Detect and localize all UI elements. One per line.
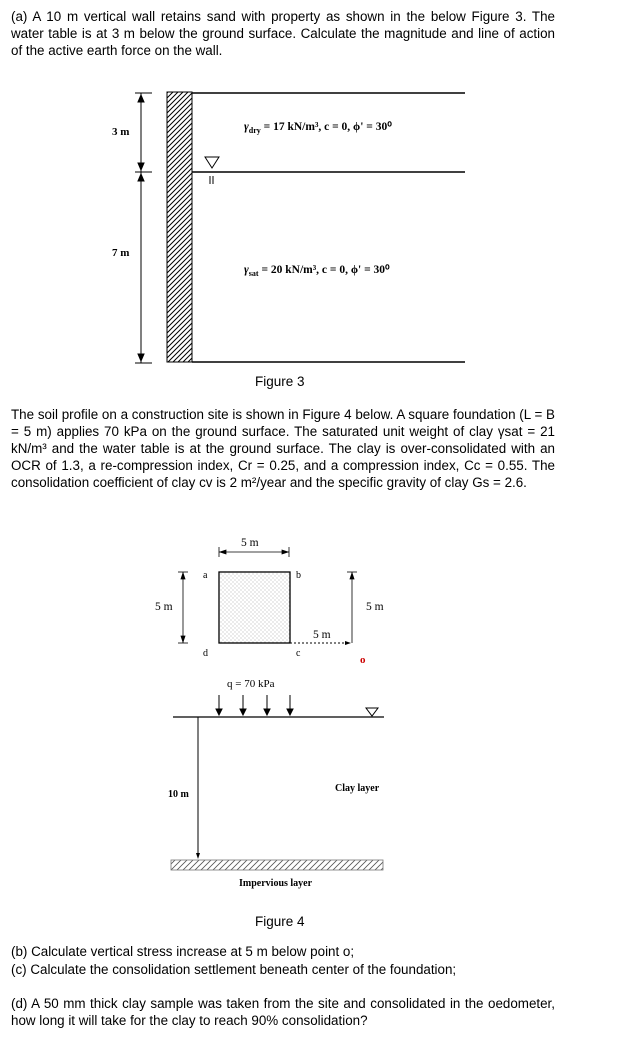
load-label: q = 70 kPa: [227, 678, 275, 690]
gamma-symbol: γ: [244, 121, 249, 133]
dim-3m-label: 3 m: [112, 126, 130, 138]
offset-arrowhead: [345, 641, 351, 645]
depth-label: 10 m: [168, 789, 189, 800]
depth-arrowhead: [196, 853, 200, 859]
layer2-values: = 20 kN/m³, c = 0, ϕ' = 30⁰: [258, 264, 390, 276]
width-label: 5 m: [241, 537, 259, 549]
layer1-properties: [244, 120, 392, 135]
left-dimension: [178, 572, 188, 643]
dim-7m-label: 7 m: [112, 247, 130, 259]
left-side-label: 5 m: [155, 601, 173, 613]
corner-d: d: [203, 648, 208, 659]
figure3-caption: Figure 3: [255, 374, 305, 389]
impervious-layer: [171, 860, 383, 870]
gamma-dry-sub: dry: [248, 126, 261, 135]
impervious-layer-label: Impervious layer: [239, 878, 313, 889]
clay-layer-label: Clay layer: [335, 783, 380, 794]
question-b-intro: The soil profile on a construction site is shown in Figure 4 below. A square foundation (L = B = 5 m) applies 70 kPa on the ground surface. The saturated unit weight of clay γsat = 21 kN/m³ and the water table is at the ground surface. The clay is over-consolidated with an OCR of 1.3, a re-compression index, Cr = 0.25, and a compression index, Cc = 0.55. The consolidation coefficient of clay cv is 2 m²/year and the specific gravity of clay Gs = 2.6.: [11, 407, 555, 490]
retaining-wall: [167, 92, 192, 362]
layer1-values: = 17 kN/m³, c = 0, ϕ' = 30⁰: [260, 121, 392, 133]
figure4-caption: Figure 4: [255, 914, 305, 929]
layer2-properties: [244, 263, 390, 278]
right-side-label: 5 m: [366, 601, 384, 613]
foundation-plan: [219, 572, 290, 643]
figure-3: [0, 80, 638, 450]
offset-label: 5 m: [313, 629, 331, 641]
gamma-sat-sub: sat: [248, 269, 259, 278]
corner-c: c: [296, 648, 301, 659]
question-d: (d) A 50 mm thick clay sample was taken from the site and consolidated in the oedometer, how long it will take for the clay to reach 90% consolidation?: [11, 996, 555, 1028]
water-table-icon: [366, 708, 378, 716]
corner-a: a: [203, 570, 208, 581]
point-o-label: o: [360, 654, 366, 666]
question-c: (c) Calculate the consolidation settlement beneath center of the foundation;: [11, 962, 457, 977]
figure-4: [0, 525, 638, 935]
right-dimension: [347, 572, 357, 643]
water-table-icon: [205, 157, 219, 184]
question-a: (a) A 10 m vertical wall retains sand with property as shown in the below Figure 3. The water table is at 3 m below the ground surface. Calculate the magnitude and line of action of the active earth force on the wall.: [11, 9, 555, 58]
gamma-symbol: γ: [244, 264, 249, 276]
corner-b: b: [296, 570, 301, 581]
question-b: (b) Calculate vertical stress increase at 5 m below point o;: [11, 944, 355, 959]
dimension-line: [135, 93, 152, 363]
load-arrows: [216, 695, 293, 715]
